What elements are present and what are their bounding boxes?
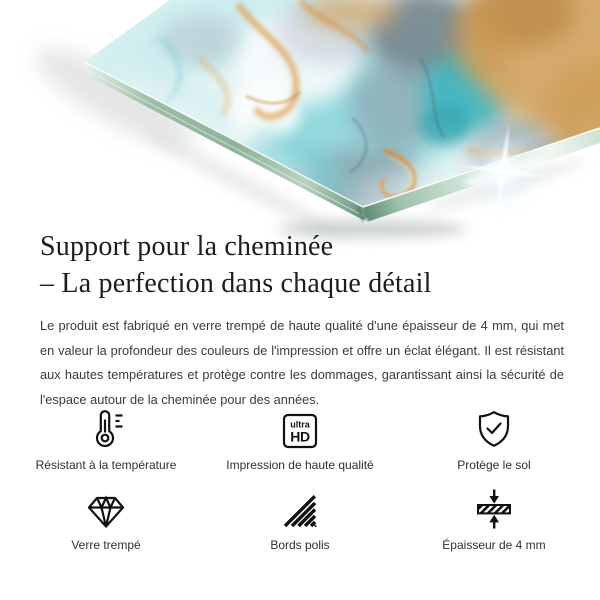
feature-floor-protection	[397, 405, 591, 473]
product-photo	[0, 0, 600, 250]
svg-text:HD: HD	[290, 428, 310, 445]
shield-check-icon	[475, 405, 513, 449]
feature-label: Bords polis	[270, 538, 330, 552]
feature-polished-edges	[203, 485, 397, 553]
svg-text:ultra: ultra	[290, 419, 310, 430]
ultra-hd-icon	[282, 405, 318, 449]
thermometer-icon	[88, 405, 124, 449]
product-description-text: Le produit est fabriqué en verre trempé de haute qualité d'une épaisseur de 4 mm, qui met en valeur la profondeur des couleurs de l'impression et offre un éclat élégant. Il est résistant aux hautes températures et protège contre les dommages, garantissant ainsi la sécurité de l'espace autour de la cheminée pour des années.	[40, 318, 564, 407]
feature-label: Protège le sol	[457, 458, 531, 472]
thickness-icon	[475, 485, 513, 529]
title-line-2: – La perfection dans chaque détail	[40, 268, 432, 299]
title-line-1: Support pour la cheminée	[40, 231, 334, 262]
page-title	[40, 228, 564, 302]
feature-tempered-glass	[9, 485, 203, 553]
feature-label: Verre trempé	[71, 538, 141, 552]
feature-label: Épaisseur de 4 mm	[442, 538, 546, 552]
feature-thickness	[397, 485, 591, 553]
diamond-icon	[86, 485, 126, 529]
product-description-section	[40, 228, 564, 412]
feature-label: Impression de haute qualité	[226, 458, 374, 472]
polished-edges-icon	[281, 485, 319, 529]
feature-grid	[9, 405, 591, 553]
feature-temperature	[9, 405, 203, 473]
feature-print-quality	[203, 405, 397, 473]
feature-label: Résistant à la température	[35, 458, 177, 472]
